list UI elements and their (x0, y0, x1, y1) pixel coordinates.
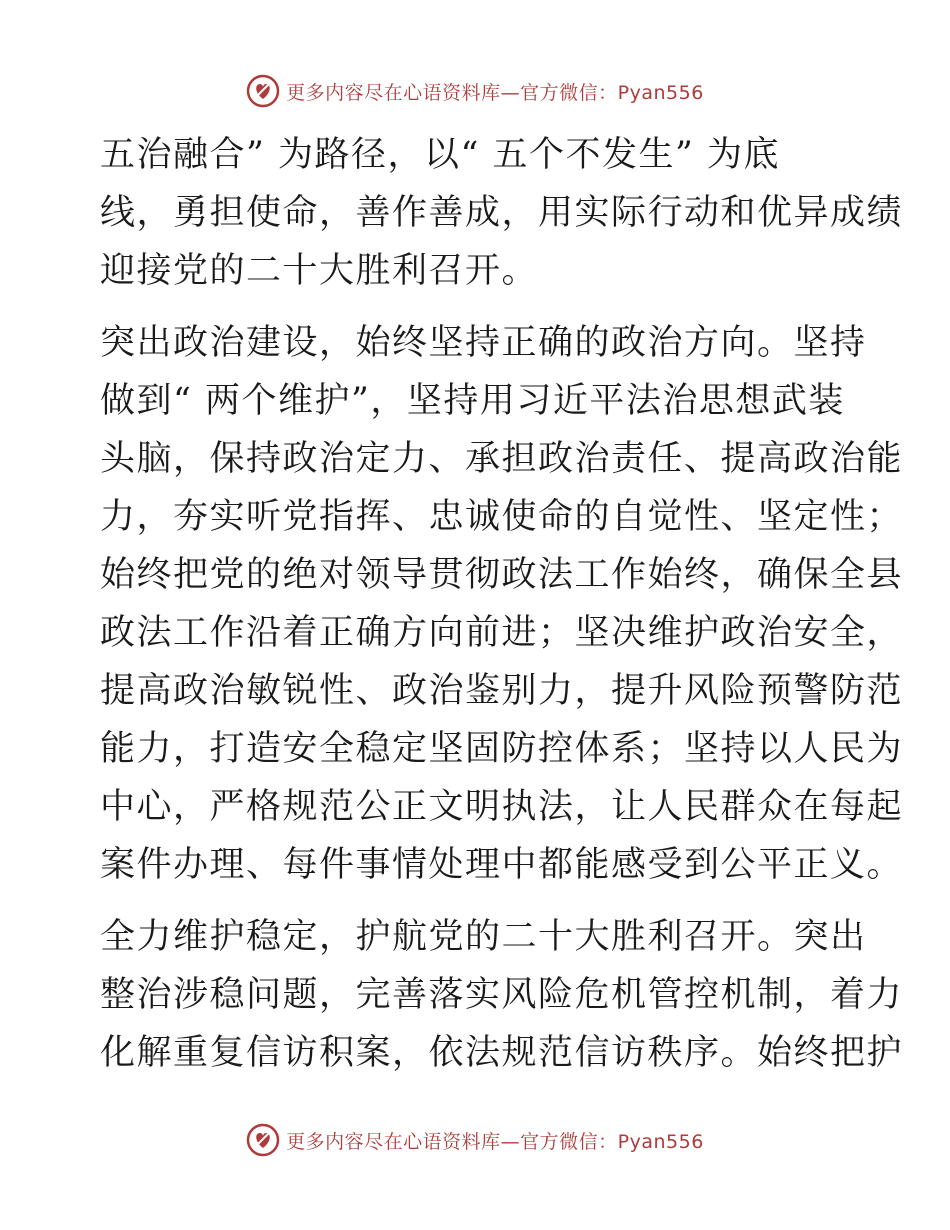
document-body (100, 126, 904, 1082)
text-line: 能力，打造安全稳定坚固防控体系；坚持以人民为 (100, 729, 904, 769)
text-line: 化解重复信访积案，依法规范信访秩序。始终把护 (100, 1033, 904, 1073)
text-line: 头脑，保持政治定力、承担政治责任、提高政治能 (100, 439, 904, 479)
paragraph (100, 314, 904, 894)
text-line: 整治涉稳问题，完善落实风险危机管控机制，着力 (100, 975, 904, 1015)
heart-logo-icon (246, 74, 280, 108)
text-line: 案件办理、每件事情处理中都能感受到公平正义。 (100, 845, 904, 885)
banner-text: 更多内容尽在心语资料库—官方微信：Pyan556 (286, 1130, 704, 1153)
text-line: 提高政治敏锐性、政治鉴别力，提升风险预警防范 (100, 671, 904, 711)
paragraph (100, 126, 904, 300)
text-line: 五治融合” 为路径，以“ 五个不发生” 为底 (100, 135, 781, 175)
text-line: 突出政治建设，始终坚持正确的政治方向。坚持 (100, 323, 867, 363)
text-line: 做到“ 两个维护”，坚持用习近平法治思想武装 (100, 381, 845, 421)
paragraph (100, 908, 904, 1082)
heart-logo-icon (246, 1123, 280, 1157)
text-line: 全力维护稳定，护航党的二十大胜利召开。突出 (100, 917, 867, 957)
header-banner (0, 71, 950, 111)
text-line: 政法工作沿着正确方向前进；坚决维护政治安全， (100, 613, 904, 653)
text-line: 力，夯实听党指挥、忠诚使命的自觉性、坚定性； (100, 497, 904, 537)
text-line: 线，勇担使命，善作善成，用实际行动和优异成绩 (100, 193, 904, 233)
footer-banner (0, 1120, 950, 1160)
text-line: 迎接党的二十大胜利召开。 (100, 251, 539, 291)
banner-text: 更多内容尽在心语资料库—官方微信：Pyan556 (286, 81, 704, 104)
text-line: 始终把党的绝对领导贯彻政法工作始终，确保全县 (100, 555, 904, 595)
text-line: 中心，严格规范公正文明执法，让人民群众在每起 (100, 787, 904, 827)
